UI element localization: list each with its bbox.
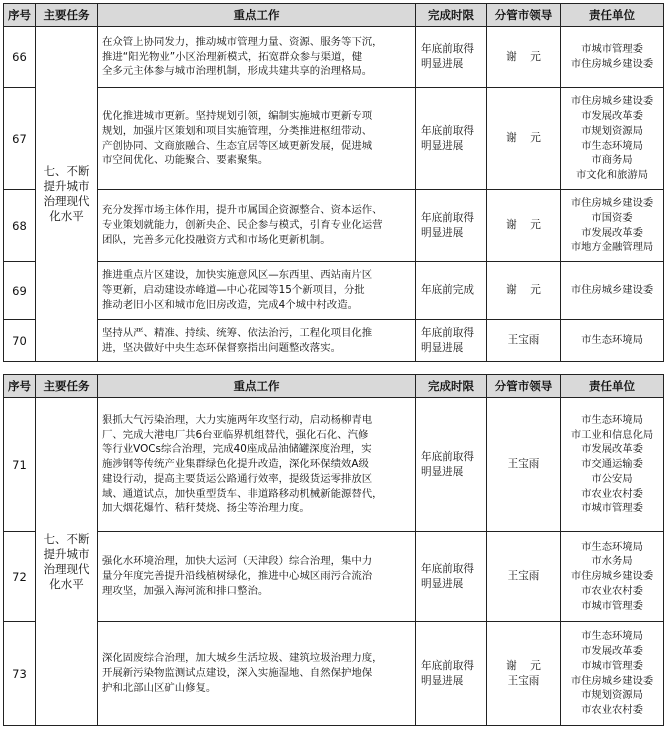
deadline-cell: [416, 622, 487, 726]
leader-cell: [487, 27, 561, 88]
work-line: 狠抓大气污染治理，大力实施两年攻坚行动，启动杨柳青电: [102, 413, 373, 426]
work-line: 等行业VOCs综合治理，完成40座成品油储罐深度治理，实: [102, 443, 372, 456]
key-work-cell: [98, 88, 416, 190]
deadline-cell: [416, 262, 487, 320]
task-line: 七、不断: [43, 164, 90, 178]
unit-line: 市农业农村委: [581, 704, 643, 717]
deadline-line: 年底前取得: [421, 659, 474, 672]
row-number: 70: [4, 320, 36, 362]
unit-line: 市商务局: [591, 154, 633, 167]
unit-line: 市住房城乡建设委: [570, 95, 654, 108]
work-line: 推进重点片区建设，加快实施意风区—东西里、西站南片区: [102, 269, 373, 282]
table-header-row: [4, 4, 664, 27]
task-line: 治理现代: [43, 561, 90, 576]
leader-line: 谢 元: [506, 50, 541, 63]
leader-line: 谢 元: [506, 219, 541, 231]
table-header-row: [4, 375, 664, 398]
work-line: 推动老旧小区和城市危旧房改造，完成4个城中村改造。: [102, 298, 358, 311]
header-leader: 分管市领导: [487, 4, 561, 27]
deadline-cell: [416, 398, 487, 532]
task-line: 化水平: [49, 209, 84, 223]
table-row: [4, 622, 664, 726]
unit-line: 市城市管理委: [581, 659, 643, 672]
unit-line: 市生态环境局: [581, 630, 643, 643]
header-deadline: 完成时限: [416, 375, 487, 398]
unit-cell: [561, 190, 664, 262]
deadline-cell: [416, 532, 487, 622]
deadline-cell: [416, 88, 487, 190]
work-line: 在众管上协同发力，推动城市管理力量、资源、服务等下沉，: [102, 35, 383, 48]
unit-cell: [561, 262, 664, 320]
work-line: 进，坚决做好中央生态环保督察指出问题整改落实。: [102, 341, 341, 354]
row-number: 73: [4, 622, 36, 726]
deadline-line: 明显进展: [421, 341, 464, 354]
unit-line: 市住房城乡建设委: [570, 570, 654, 583]
leader-cell: [487, 262, 561, 320]
leader-line: 王宝雨: [507, 458, 540, 470]
unit-line: 市规划资源局: [581, 689, 643, 702]
header-unit: 责任单位: [561, 375, 664, 398]
unit-cell: [561, 320, 664, 362]
deadline-cell: [416, 190, 487, 262]
main-task-cell: [36, 27, 98, 362]
key-work-cell: [98, 190, 416, 262]
work-line: 全多元主体参与城市治理机制，形成共建共享的治理格局。: [102, 65, 373, 78]
unit-line: 市生态环境局: [581, 413, 643, 426]
table-row: [4, 262, 664, 320]
deadline-line: 明显进展: [421, 465, 464, 478]
unit-line: 市公安局: [591, 472, 633, 485]
leader-line: 王宝雨: [507, 674, 540, 687]
unit-line: 市农业农村委: [581, 584, 643, 597]
work-line: 规划，加强片区策划和项目实施管理，分类推进枢纽带动、: [102, 124, 373, 137]
unit-line: 市城市管理委: [581, 43, 643, 56]
unit-cell: [561, 532, 664, 622]
row-number: 69: [4, 262, 36, 320]
unit-cell: [561, 27, 664, 88]
work-line: 开展新污染物监测试点建设，深入实施湿地、自然保护地保: [102, 667, 373, 680]
leader-cell: [487, 88, 561, 190]
work-line: 专业策划就能力，创新央企、民企参与模式，引育专业化运营: [102, 219, 383, 232]
header-unit: 责任单位: [561, 4, 664, 27]
work-line: 优化推进城市更新。坚持规划引领，编制实施城市更新专项: [102, 109, 373, 122]
unit-cell: [561, 622, 664, 726]
deadline-line: 年底前完成: [421, 284, 474, 296]
table-row: [4, 88, 664, 190]
unit-line: 市国资委: [591, 211, 633, 224]
unit-line: 市水务局: [591, 555, 633, 568]
leader-cell: [487, 532, 561, 622]
table-row: [4, 320, 664, 362]
row-number: 66: [4, 27, 36, 88]
deadline-line: 明显进展: [421, 139, 464, 152]
deadline-line: 年底前取得: [421, 124, 474, 137]
task-table-part-2: [3, 374, 664, 726]
header-num: 序号: [4, 4, 36, 27]
work-line: 建设行动，提高主要货运公路通行效率，提级货运零排放区: [102, 472, 373, 485]
work-line: 产创协同、文商旅融合、生态宜居等区域更新发展，促进城: [102, 139, 373, 152]
row-number: 72: [4, 532, 36, 622]
work-line: 市空间优化、功能聚合、要素聚集。: [102, 154, 269, 167]
work-line: 加大烟花爆竹、秸秆焚烧、扬尘等治理力度。: [102, 502, 310, 515]
deadline-line: 年底前取得: [421, 211, 474, 224]
unit-line: 市工业和信息化局: [570, 428, 654, 441]
unit-line: 市地方金融管理局: [570, 241, 654, 254]
unit-line: 市住房城乡建设委: [570, 196, 654, 209]
work-line: 厂、完成大港电厂共6台亚临界机组替代，强化石化、汽修: [102, 428, 369, 441]
work-line: 强化水环境治理，加快大运河（天津段）综合治理，集中力: [102, 555, 373, 568]
table-row: [4, 532, 664, 622]
leader-cell: [487, 622, 561, 726]
unit-line: 市生态环境局: [581, 139, 643, 152]
leader-line: 谢 元: [506, 659, 541, 672]
work-line: 理攻坚，加强入海河流和排口整治。: [102, 584, 269, 597]
task-line: 提升城市: [43, 179, 90, 193]
work-line: 施涉钢等传统产业集群绿色化提升改造，深化环保绩效A级: [102, 458, 369, 471]
table-row: [4, 27, 664, 88]
leader-line: 王宝雨: [507, 570, 540, 582]
deadline-cell: [416, 320, 487, 362]
unit-line: 市发展改革委: [581, 109, 643, 122]
unit-line: 市住房城乡建设委: [570, 284, 654, 297]
deadline-line: 明显进展: [421, 58, 464, 70]
leader-line: 王宝雨: [507, 334, 540, 346]
header-deadline: 完成时限: [416, 4, 487, 27]
unit-cell: [561, 88, 664, 190]
work-line: 推进“阳光物业”小区治理新模式，拓宽群众参与渠道，健: [102, 50, 363, 63]
task-line: 化水平: [49, 576, 84, 591]
unit-line: 市发展改革委: [581, 443, 643, 456]
deadline-line: 明显进展: [421, 674, 464, 687]
header-leader: 分管市领导: [487, 375, 561, 398]
unit-line: 市发展改革委: [581, 644, 643, 657]
unit-line: 市城市管理委: [581, 502, 643, 515]
leader-line: 谢 元: [506, 132, 541, 144]
unit-line: 市交通运输委: [581, 458, 643, 471]
unit-line: 市发展改革委: [581, 226, 643, 239]
work-line: 深化固废综合治理，加大城乡生活垃圾、建筑垃圾治理力度，: [102, 652, 383, 665]
header-num: 序号: [4, 375, 36, 398]
unit-line: 市住房城乡建设委: [570, 58, 654, 70]
leader-cell: [487, 398, 561, 532]
deadline-line: 年底前取得: [421, 562, 474, 575]
deadline-line: 明显进展: [421, 226, 464, 239]
task-line: 七、不断: [43, 531, 90, 546]
key-work-cell: [98, 532, 416, 622]
work-line: 坚持从严、精准、持续、统筹、依法治污，工程化项目化推: [102, 326, 373, 339]
key-work-cell: [98, 320, 416, 362]
key-work-cell: [98, 622, 416, 726]
leader-line: 谢 元: [506, 284, 541, 296]
header-work: 重点工作: [98, 375, 416, 398]
deadline-line: 年底前取得: [421, 450, 474, 463]
leader-cell: [487, 320, 561, 362]
work-line: 域、通道试点，加快重型货车、非道路移动机械新能源替代，: [102, 487, 383, 500]
work-line: 护和北部山区矿山修复。: [102, 681, 217, 694]
unit-line: 市城市管理委: [581, 599, 643, 612]
key-work-cell: [98, 262, 416, 320]
unit-line: 市农业农村委: [581, 487, 643, 500]
unit-line: 市文化和旅游局: [575, 169, 649, 182]
work-line: 充分发挥市场主体作用，提升市属国企资源整合、资本运作、: [102, 204, 383, 217]
deadline-cell: [416, 27, 487, 88]
row-number: 71: [4, 398, 36, 532]
work-line: 团队，完善多元化投融资方式和市场化更新机制。: [102, 233, 331, 246]
row-number: 67: [4, 88, 36, 190]
task-line: 治理现代: [43, 194, 90, 208]
header-work: 重点工作: [98, 4, 416, 27]
deadline-line: 年底前取得: [421, 326, 474, 339]
main-task-cell: [36, 398, 98, 726]
unit-line: 市生态环境局: [581, 540, 643, 553]
work-line: 量分年度完善提升沿线植树绿化，推进中心城区雨污合流治: [102, 570, 373, 583]
header-task: 主要任务: [36, 4, 98, 27]
unit-line: 市规划资源局: [581, 124, 643, 137]
task-line: 提升城市: [43, 546, 90, 561]
task-table-part-1: [3, 3, 664, 362]
unit-line: 市住房城乡建设委: [570, 674, 654, 687]
key-work-cell: [98, 27, 416, 88]
leader-cell: [487, 190, 561, 262]
work-line: 等更新，启动建设赤峰道—中心花园等15个新项目，分批: [102, 284, 365, 297]
table-row: [4, 398, 664, 532]
deadline-line: 年底前取得: [421, 43, 474, 55]
table-row: [4, 190, 664, 262]
row-number: 68: [4, 190, 36, 262]
header-task: 主要任务: [36, 375, 98, 398]
unit-line: 市生态环境局: [581, 334, 643, 347]
key-work-cell: [98, 398, 416, 532]
deadline-line: 明显进展: [421, 577, 464, 590]
unit-cell: [561, 398, 664, 532]
